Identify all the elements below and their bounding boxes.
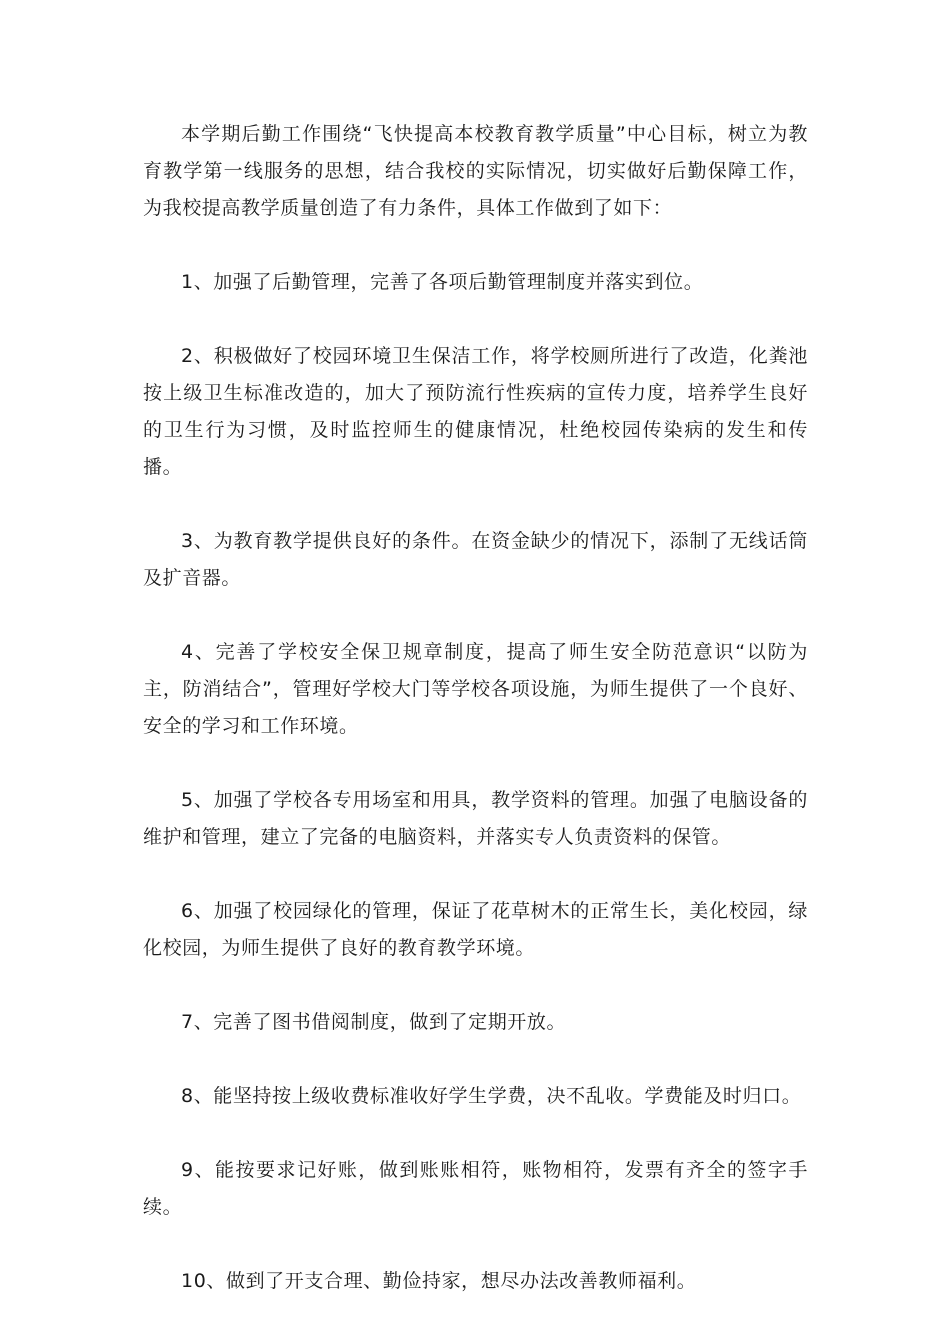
item-paragraph-5: 5、加强了学校各专用场室和用具，教学资料的管理。加强了电脑设备的维护和管理，建立了完备的电脑资料，并落实专人负责资料的保管。 [143,789,808,848]
paragraph-spacer [143,856,808,893]
paragraph-spacer [143,597,808,634]
item-paragraph-10: 10、做到了开支合理、勤俭持家，想尽办法改善教师福利。 [181,1270,697,1292]
item-paragraph-3: 3、为教育教学提供良好的条件。在资金缺少的情况下，添制了无线话筒及扩音器。 [143,530,808,589]
paragraph-spacer [143,745,808,782]
paragraph-spacer [143,967,808,1004]
paragraph-spacer [143,301,808,338]
item-paragraph-1: 1、加强了后勤管理，完善了各项后勤管理制度并落实到位。 [181,271,704,293]
paragraph-spacer [143,1115,808,1152]
item-paragraph-8: 8、能坚持按上级收费标准收好学生学费，决不乱收。学费能及时归口。 [181,1085,802,1107]
item-paragraph-6: 6、加强了校园绿化的管理，保证了花草树木的正常生长，美化校园，绿化校园，为师生提供了良好的教育教学环境。 [143,900,808,959]
paragraph-spacer [143,227,808,264]
paragraph-spacer [143,486,808,523]
paragraph-spacer [143,1226,808,1263]
document-body [143,116,808,1300]
paragraph-spacer [143,1041,808,1078]
item-paragraph-4: 4、完善了学校安全保卫规章制度，提高了师生安全防范意识“以防为主，防消结合”，管理好学校大门等学校各项设施，为师生提供了一个良好、安全的学习和工作环境。 [143,641,808,737]
item-paragraph-2: 2、积极做好了校园环境卫生保洁工作，将学校厕所进行了改造，化粪池按上级卫生标准改造的，加大了预防流行性疾病的宣传力度，培养学生良好的卫生行为习惯，及时监控师生的健康情况，杜绝校园传染病的发生和传播。 [143,345,808,478]
intro-paragraph: 本学期后勤工作围绕“飞快提高本校教育教学质量”中心目标，树立为教育教学第一线服务的思想，结合我校的实际情况，切实做好后勤保障工作，为我校提高教学质量创造了有力条件，具体工作做到了如下： [143,123,808,219]
item-paragraph-7: 7、完善了图书借阅制度，做到了定期开放。 [181,1011,567,1033]
item-paragraph-9: 9、能按要求记好账，做到账账相符，账物相符，发票有齐全的签字手续。 [143,1159,808,1218]
